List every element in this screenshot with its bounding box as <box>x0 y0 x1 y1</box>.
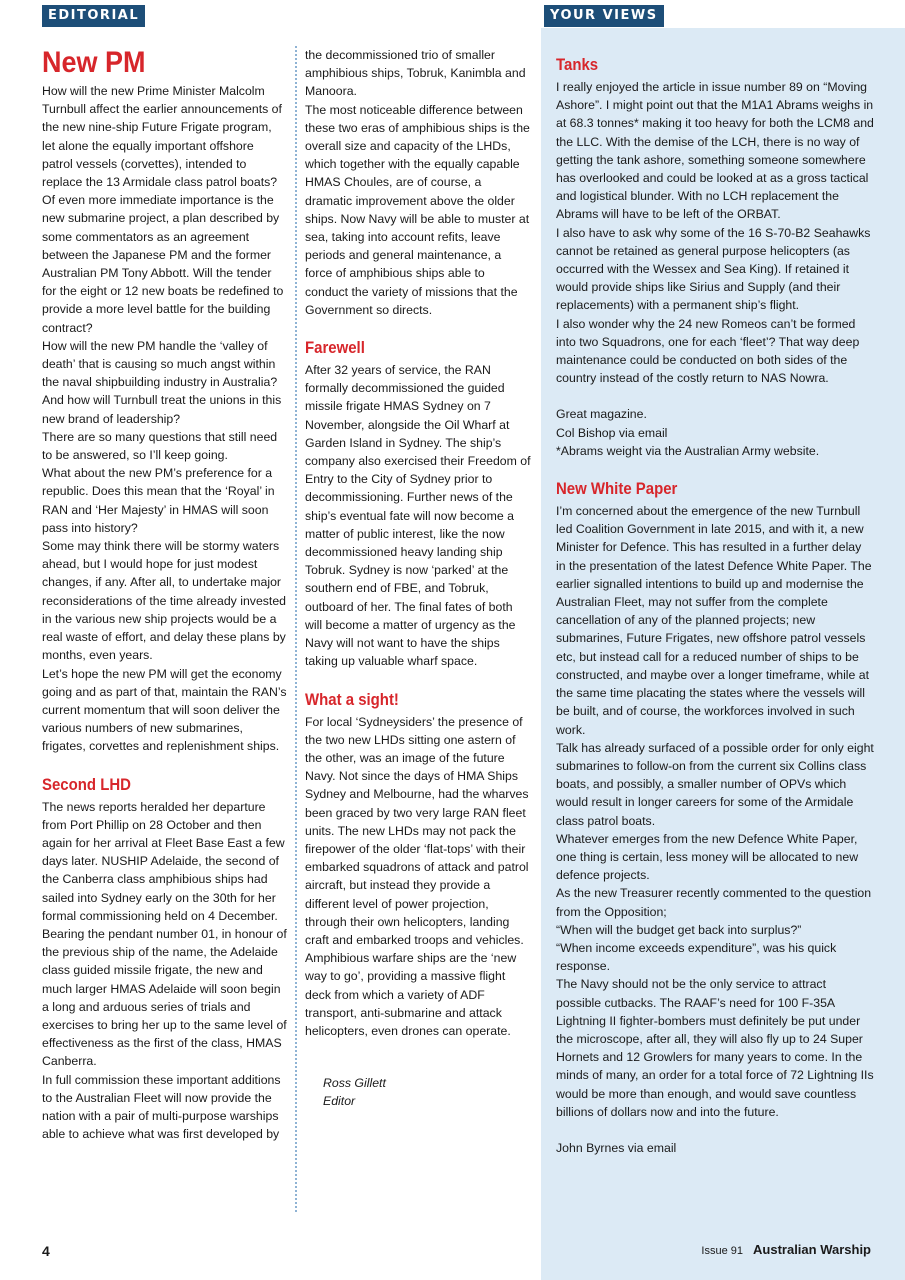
heading-second-lhd: Second LHD <box>42 774 131 794</box>
column-divider <box>295 46 297 1212</box>
section-tag-editorial: EDITORIAL <box>42 5 145 27</box>
paragraph: Some may think there will be stormy waters ahead, but I would hope for just modest changes, if any. After all, to undertake major reconsiderations of the time already invested in the various new ship projects would be a real waste of effort, and delay these plans by months, even years. <box>42 539 287 663</box>
heading-new-white-paper: New White Paper <box>556 479 678 499</box>
paragraph: Let’s hope the new PM will get the economy going and as part of that, maintain the RAN’s current momentum that will soon deliver the various numbers of new submarines, frigates, corvettes and replenishment ships. <box>42 666 287 754</box>
magazine-name: Australian Warship <box>753 1242 871 1257</box>
paragraph: I really enjoyed the article in issue number 89 on “Moving Ashore”. I might point out that the M1A1 Abrams weighs in at 68.3 tonnes* making it too heavy for both the LCM8 and the LLC. With the demise of the LCH, there is no way of getting the tank ashore, something someone somewhere has overlooked and could be looked at as a gross tactical and logistical blunder. With no LCH replacement the Abrams will have to be left of the ORBAT. <box>556 80 874 222</box>
paragraph: How will the new PM handle the ‘valley of death’ that is causing so much angst within the naval shipbuilding industry in Australia? And how will Turnbull treat the unions in this new brand of leadership? <box>42 338 282 426</box>
paragraph: As the new Treasurer recently commented to the question from the Opposition; <box>556 886 872 919</box>
paragraph: How will the new Prime Minister Malcolm Turnbull affect the earlier announcements of the new nine-ship Future Frigate program, let alone the equally important offshore patrol vessels (corvettes), intended to replace the 13 Armidale class patrol boats? <box>42 84 282 190</box>
paragraph: For local ‘Sydneysiders’ the presence of the two new LHDs sitting one astern of the other, was an image of the future Navy. Not since the days of HMA Ships Sydney and Melbourne, had the wharves been graced by two very large RAN fleet units. The new LHDs may not pack the firepower of the older ‘flat-tops’ with their embarked squadrons of attack and patrol aircraft, but instead they provide a different level of power projection, through their own helicopters, landing craft and embarked troops and vehicles. Amphibious warfare ships are the ‘new way to go’, providing a massive flight deck from which a variety of ADF transport, anti-submarine and attack helicopters, even drones can operate. <box>305 714 529 1038</box>
section-tag-your-views: YOUR VIEWS <box>544 5 664 27</box>
your-views-column <box>556 54 874 1157</box>
paragraph: The most noticeable difference between these two eras of amphibious ships is the overall size and capacity of the LHDs, which together with the equally capable HMAS Choules, are of course, a dramatic improvement above the older ships. Now Navy will be able to muster at sea, taking into account refits, leave periods and general maintenance, a force of amphibious ships able to conduct the variety of missions that the Government so directs. <box>305 102 530 317</box>
heading-what-a-sight: What a sight! <box>305 689 399 709</box>
issue-number: Issue 91 <box>701 1245 744 1257</box>
editor-role: Editor <box>323 1094 356 1109</box>
paragraph: I also wonder why the 24 new Romeos can’t be formed into two Squadrons, one for each ‘fleet’? That way deep maintenance could be conducted on both sides of the country instead of the costly return to NAS Nowra. <box>556 316 860 386</box>
paragraph: The Navy should not be the only service to attract possible cutbacks. The RAAF’s need for 100 F-35A Lightning II fighter-bombers must definitely be put under the microscope, after all, they will also fly up to 24 Super Hornets and 12 Growlers for many years to come. In the minds of many, an order for a total force of 72 Lightning IIs would be more than enough, and would save countless billions of dollars now and into the future. <box>556 977 874 1119</box>
footer-masthead <box>701 1242 871 1257</box>
paragraph: The news reports heralded her departure from Port Phillip on 28 October and then again for her arrival at Fleet Base East a few days later. NUSHIP Adelaide, the second of the Canberra class amphibious ships had sailed into Sydney early on the 30th for her formal commissioning held on 4 December. Bearing the pendant number 01, in honour of the previous ship of the name, the Adelaide class guided missile frigate, the new and much larger HMAS Adelaide will soon begin a long and arduous series of trials and exercises to bring her up to the same level of effectiveness as the first of the class, HMAS Canberra. <box>42 799 287 1069</box>
page-number: 4 <box>42 1243 50 1259</box>
paragraph: the decommissioned trio of smaller amphibious ships, Tobruk, Kanimbla and Manoora. <box>305 48 526 99</box>
quote: “When income exceeds expenditure”, was his quick response. <box>556 940 837 974</box>
editor-signature <box>305 1074 531 1110</box>
paragraph: Talk has already surfaced of a possible order for only eight submarines to follow-on from the current six Collins class boats, and possibly, a smaller number of OPVs which would result in longer careers for some of the Armidale class patrol boats. <box>556 740 874 828</box>
paragraph: What about the new PM’s preference for a republic. Does this mean that the ‘Royal’ in RAN and ‘Her Majesty’ in HMAS will soon pass into history? <box>42 466 275 535</box>
paragraph: There are so many questions that still need to be answered, so I’ll keep going. <box>42 429 278 463</box>
quote: “When will the budget get back into surplus?” <box>556 922 802 937</box>
headline-new-pm: New PM <box>42 46 146 79</box>
editorial-column-1 <box>42 46 287 1143</box>
footnote: *Abrams weight via the Australian Army website. <box>556 443 820 458</box>
paragraph: After 32 years of service, the RAN formally decommissioned the guided missile frigate HMAS Sydney on 7 November, alongside the Oil Wharf at Garden Island in Sydney. The ship’s company also exercised their Freedom of Entry to the City of Sydney prior to decommissioning. Further news of the ship’s eventual fate will now become a matter of public interest, like the now decommissioned heavy landing ship Tobruk. Sydney is now ‘parked’ at the southern end of FBE, and Tobruk, outboard of her. The final fates of both will become a matter of urgency as the Navy will not want to have the ships taking up valuable wharf space. <box>305 363 531 669</box>
editor-name: Ross Gillett <box>323 1076 386 1091</box>
letter-author: Col Bishop via email <box>556 425 668 440</box>
paragraph: I also have to ask why some of the 16 S-70-B2 Seahawks cannot be retained as general purpose helicopters (as occurred with the Wessex and Sea King). If retained it would provide ships like Sirius and Supply (and their replacements) with a permanent ship’s flight. <box>556 225 871 313</box>
paragraph: Of even more immediate importance is the new submarine project, a plan described by some commentators as an agreement between the Japanese PM and the former Australian PM Tony Abbott. Will the tender for the eight or 12 new boats be redefined to provide a more level battle for the building contract? <box>42 193 284 335</box>
editorial-column-2 <box>305 46 531 1111</box>
paragraph: Great magazine. <box>556 407 647 422</box>
paragraph: In full commission these important additions to the Australian Fleet will now provide the nation with a pair of multi-purpose warships able to achieve what was first developed by <box>42 1072 281 1142</box>
paragraph: Whatever emerges from the new Defence White Paper, one thing is certain, less money will be allocated to new defence projects. <box>556 831 859 883</box>
heading-farewell: Farewell <box>305 338 365 358</box>
letter-author: John Byrnes via email <box>556 1140 677 1155</box>
paragraph: I’m concerned about the emergence of the new Turnbull led Coalition Government in late 2015, and with it, a new Minister for Defence. This has resulted in a further delay in the presentation of the latest Defence White Paper. The earlier signalled intentions to build up and modernise the Australian Fleet, may not suffer from the complete cancellation of any of the planned projects; new submarines, Future Frigates, new offshore patrol vessels etc, but instead call for a reduced number of ships to be constructed, and maybe over a longer timeframe, while at the same time placating the states where the vessels will be built, and of course, the workforces involved in such work. <box>556 504 872 737</box>
heading-tanks: Tanks <box>556 55 599 74</box>
